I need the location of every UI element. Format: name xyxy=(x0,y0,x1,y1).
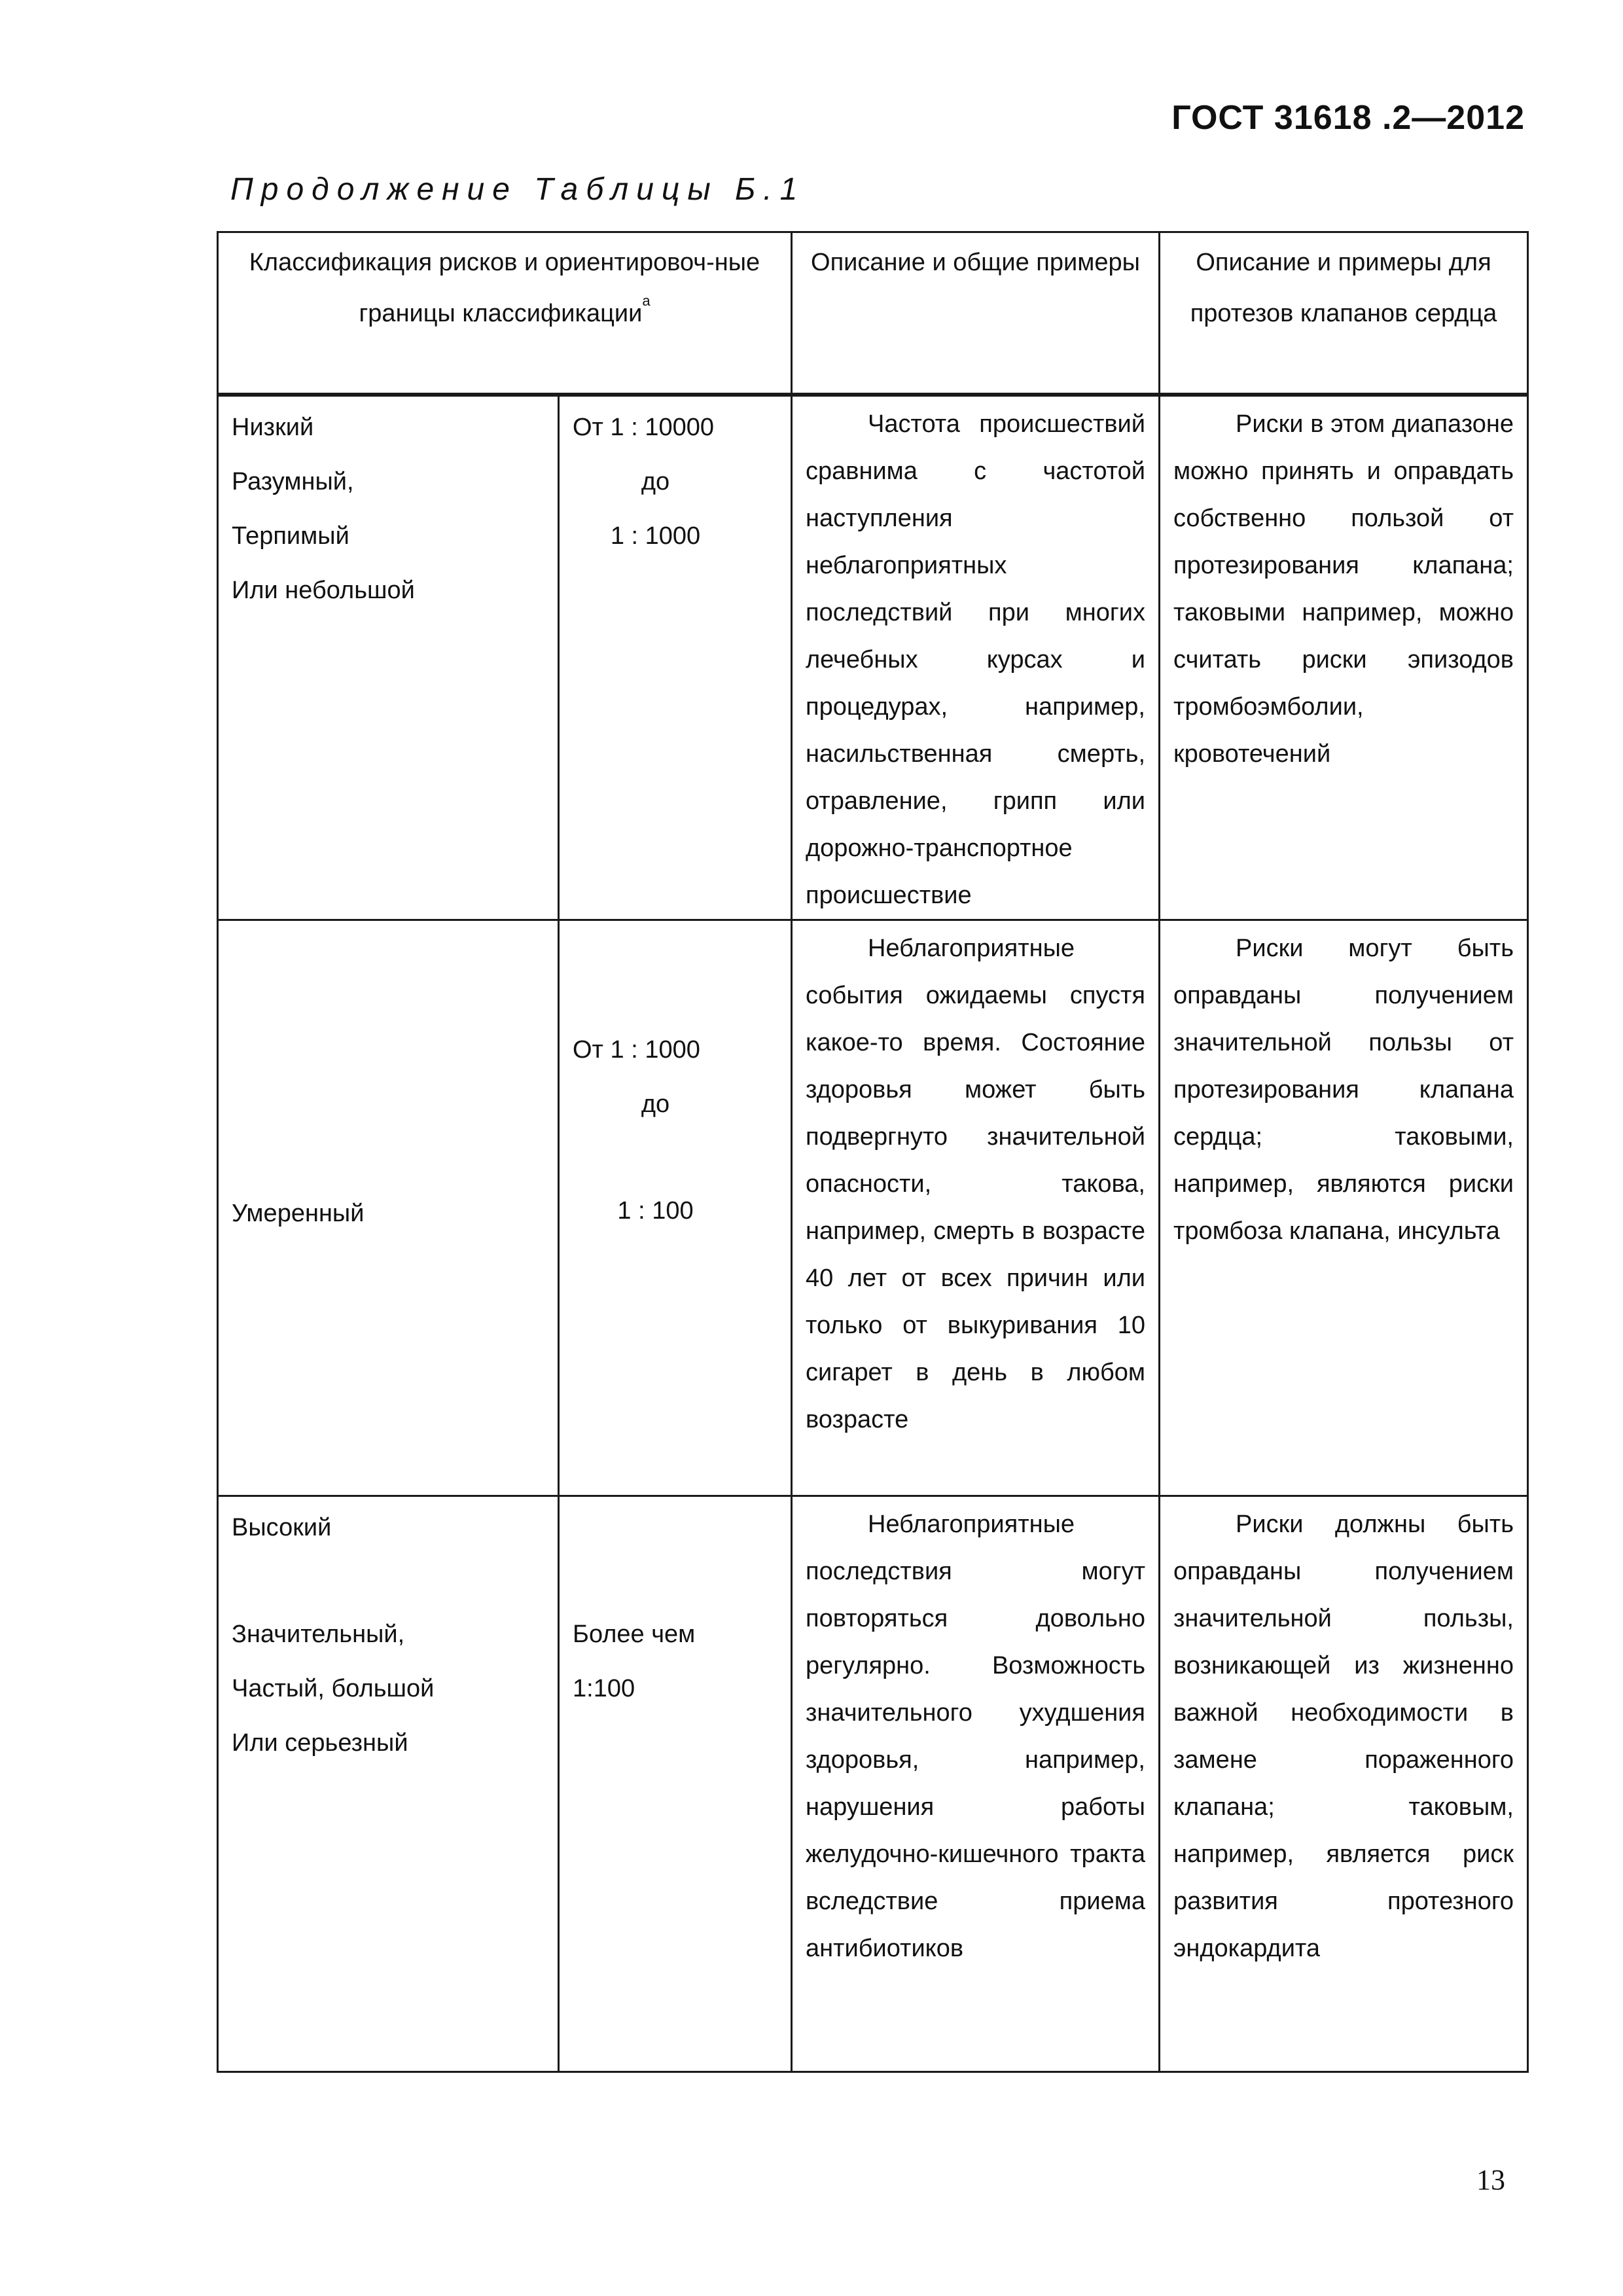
table-row-high xyxy=(218,1496,1528,2072)
table-row-low xyxy=(218,395,1528,920)
general-description-cell: Неблагоприятные последствия могут повторяться довольно регулярно. Возможность значительного ухудшения здоровья, например, нарушения работы желудочно-кишечного тракта вследствие приема антибиотиков xyxy=(792,1496,1160,2072)
category-line: Частый, большой xyxy=(232,1674,435,1702)
category-line: Терпимый xyxy=(232,522,349,550)
range-cell xyxy=(559,920,792,1496)
category-line: Высокий xyxy=(232,1513,332,1541)
range-cell xyxy=(559,395,792,920)
range-from: Более чем xyxy=(573,1620,696,1648)
page-number: 13 xyxy=(1476,2164,1505,2196)
category-line: Умеренный xyxy=(232,1199,365,1227)
standard-header: ГОСТ 31618 .2—2012 xyxy=(1171,99,1525,137)
category-cell xyxy=(218,395,559,920)
general-description-cell: Неблагоприятные события ожидаемы спустя какое-то время. Состояние здоровья может быть подвергнуто значительной опасности, такова, например, смерть в возрасте 40 лет от всех причин или только от выкуривания 10 сигарет в день в любом возрасте xyxy=(792,920,1160,1496)
category-line: Или небольшой xyxy=(232,576,415,604)
valve-description-cell: Риски в этом диапазоне можно принять и оправдать собственно пользой от протезирования клапана; таковыми например, можно считать риски эпизодов тромбоэмболии, кровотечений xyxy=(1160,395,1528,920)
general-description-cell: Частота происшествий сравнима с частотой наступления неблагоприятных последствий при многих лечебных курсах и процедурах, например, насильственная смерть, отравление, грипп или дорожно-транспортное происшествие xyxy=(792,395,1160,920)
category-line: Разумный, xyxy=(232,467,354,495)
category-line: Низкий xyxy=(232,413,314,441)
range-from: От 1 : 1000 xyxy=(573,1035,700,1064)
header-general: Описание и общие примеры xyxy=(792,232,1160,395)
header-valves: Описание и примеры для протезов клапанов сердца xyxy=(1160,232,1528,395)
range-cell xyxy=(559,1496,792,2072)
category-cell xyxy=(218,920,559,1496)
risk-classification-table xyxy=(217,231,1529,2073)
footnote-mark: а xyxy=(642,293,651,309)
valve-description-cell: Риски могут быть оправданы получением значительной пользы от протезирования клапана сердца; таковыми, например, являются риски тромбоза клапана, инсульта xyxy=(1160,920,1528,1496)
table-row-moderate xyxy=(218,920,1528,1496)
range-to: 1:100 xyxy=(573,1674,635,1702)
category-line: Или серьезный xyxy=(232,1729,408,1757)
range-to: 1 : 1000 xyxy=(610,522,701,550)
category-line: Значительный, xyxy=(232,1620,405,1648)
header-classification-text: Классификация рисков и ориентировоч-ные границы классификации xyxy=(249,249,760,327)
header-classification xyxy=(218,232,792,395)
valve-description-cell: Риски должны быть оправданы получением значительной пользы, возникающей из жизненно важной необходимости в замене пораженного клапана; таковым, например, является риск развития протезного эндокардита xyxy=(1160,1496,1528,2072)
table-header-row xyxy=(218,232,1528,395)
range-from: От 1 : 10000 xyxy=(573,413,714,441)
range-to: 1 : 100 xyxy=(617,1196,694,1225)
table-caption: Продолжение Таблицы Б.1 xyxy=(230,172,806,207)
range-mid: до xyxy=(641,467,670,495)
range-mid: до xyxy=(641,1090,670,1118)
category-cell xyxy=(218,1496,559,2072)
